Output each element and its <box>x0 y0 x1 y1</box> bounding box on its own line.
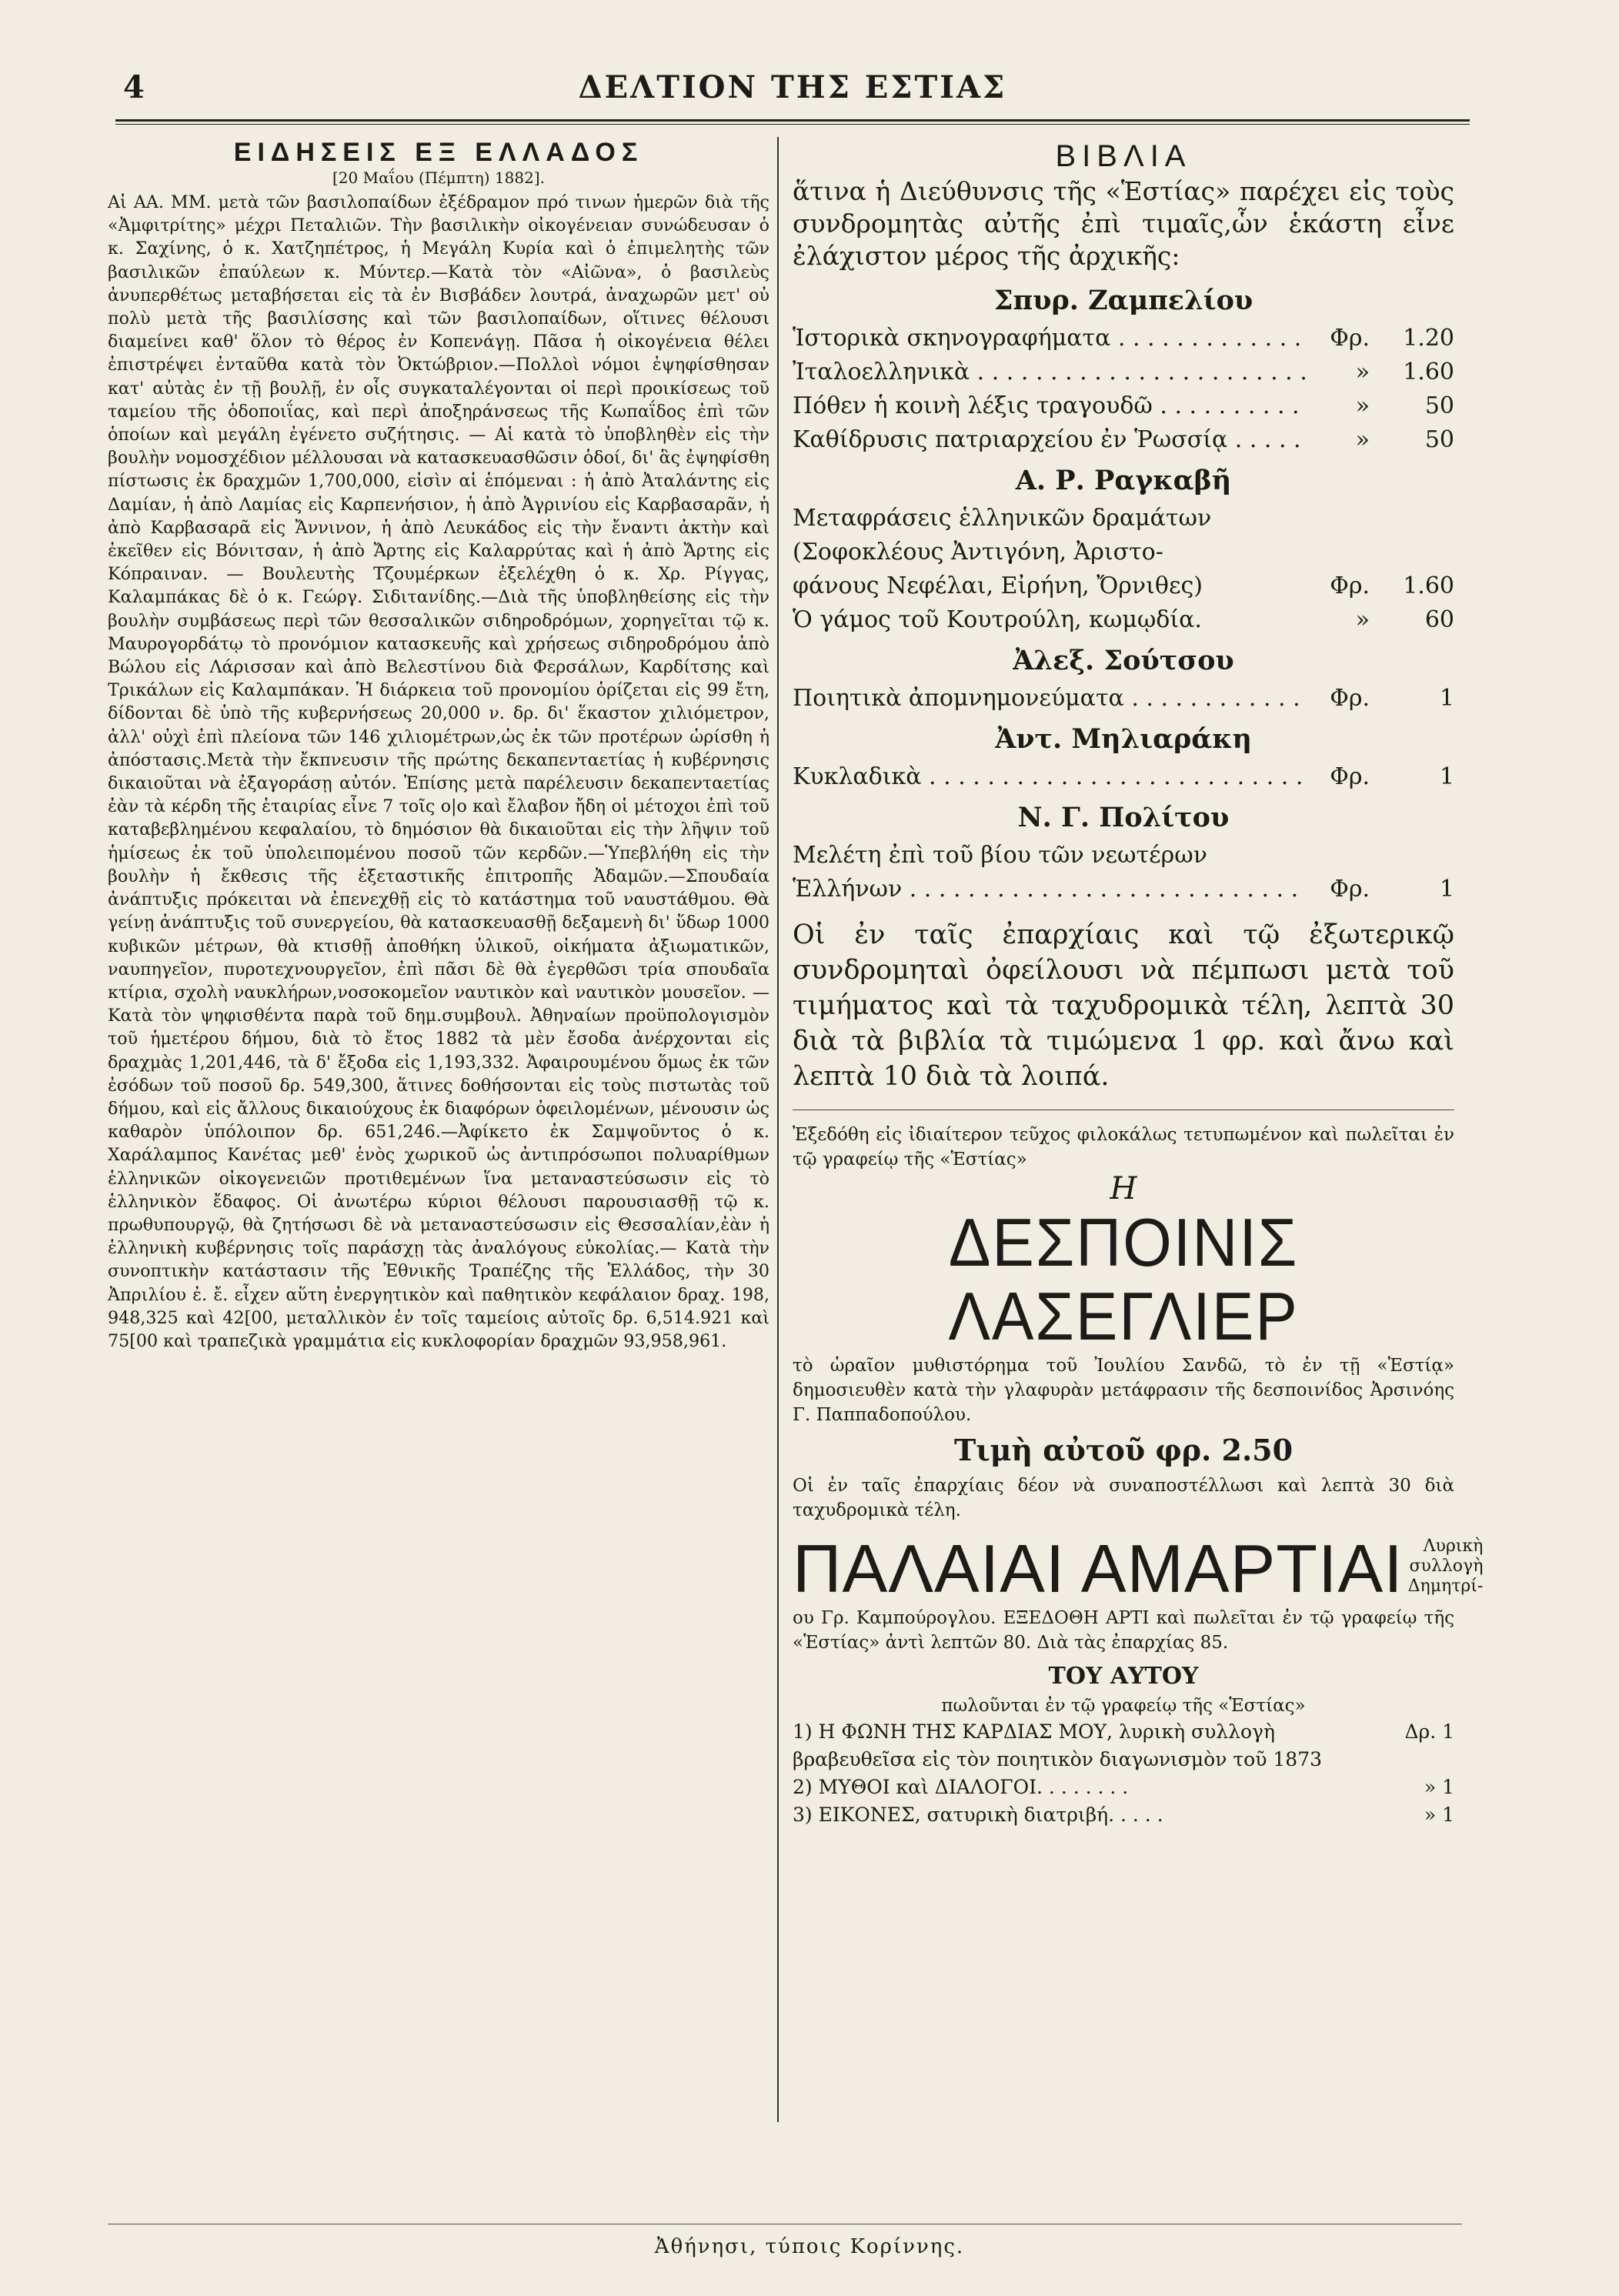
author-heading: Ν. Γ. Πολίτου <box>1017 802 1230 833</box>
ad2-side-line: Λυρικὴ <box>1423 1537 1484 1556</box>
author-heading: Ἀντ. Μηλιαράκη <box>995 723 1252 755</box>
news-column <box>108 137 769 1353</box>
book-row <box>793 603 1454 637</box>
book-title: φάνους Νεφέλαι, Εἰρήνη, Ὄρνιθες) <box>793 572 1203 599</box>
masthead-title: ΔΕΛΤΙΟΝ ΤΗΣ ΕΣΤΙΑΣ <box>578 69 1007 105</box>
author-heading: Α. Ρ. Ραγκαβῆ <box>1015 465 1232 496</box>
book-title: Πόθεν ἡ κοινὴ λέξις τραγουδῶ . . . <box>793 389 1308 423</box>
book-row <box>793 355 1454 389</box>
book-price: 1 <box>1439 685 1454 712</box>
list-item-text: 1) Η ΦΩΝΗ ΤΗΣ ΚΑΡΔΙΑΣ ΜΟΥ, λυρικὴ συλλογὴ βραβευθεῖσα εἰς τὸν ποιητικὸν διαγωνισμὸν τοῦ 1873 <box>793 1720 1323 1770</box>
book-title-line: Μεταφράσεις ἑλληνικῶν δραμάτων <box>793 505 1212 532</box>
ad2-side-text <box>1404 1532 1484 1597</box>
ad2-sold-note: πωλοῦνται ἐν τῷ γραφείῳ τῆς «Ἑστίας» <box>941 1696 1306 1716</box>
book-price: 1.20 <box>1403 325 1454 352</box>
book-title: Κυκλαδικὰ . . . <box>793 760 1308 794</box>
book-price: 1.60 <box>1403 572 1454 599</box>
ad-article: Η <box>1110 1171 1137 1206</box>
book-price: 50 <box>1424 426 1454 453</box>
ad2-side-line: Δημητρί- <box>1407 1577 1484 1596</box>
list-item-price: » 1 <box>1424 1776 1454 1798</box>
page-number: 4 <box>123 69 145 105</box>
books-column <box>793 137 1484 1829</box>
book-title-line: Μελέτη ἐπὶ τοῦ βίου τῶν νεωτέρων <box>793 842 1207 869</box>
ad2-header <box>793 1530 1484 1607</box>
page-header <box>115 69 1470 125</box>
book-title: Ἱστορικὰ σκηνογραφήματα . . . <box>793 322 1308 355</box>
list-item <box>793 1774 1454 1801</box>
book-row <box>793 389 1454 423</box>
book-currency: Φρ. <box>1330 685 1370 712</box>
book-currency: Φρ. <box>1330 572 1370 599</box>
list-item-price: Δρ. 1 <box>1404 1720 1454 1743</box>
ad-postage-note: Οἱ ἐν ταῖς ἐπαρχίαις δέον νὰ συναποστέλλωσι καὶ λεπτὰ 30 διὰ ταχυδρομικὰ τέλη. <box>793 1476 1454 1520</box>
news-body: Αἱ ΑΑ. ΜΜ. μετὰ τῶν βασιλοπαίδων ἐξέδραμον πρό τινων ἡμερῶν διὰ τῆς «Ἀμφιτρίτης» μέχρι Πεταλιῶν. Τὴν βασιλικὴν οἰκογένειαν συνώδευσαν ὁ κ. Σαχίνης, ὁ κ. Χατζηπέτρος, ἡ Μεγάλη Κυρία καὶ ὁ ἐπιμελητὴς τῶν βασιλικῶν ἐπαύλεων κ. Μύντερ.—Κατὰ τὸν «Αἰῶνα», ὁ βασιλεὺς ἀνυπερθέτως μεταβήσεται εἰς τὰ ἐν Βισβάδεν λουτρά, ἀναχωρῶν μετ' οὐ πολὺ μετὰ τῆς βασιλίσσης καὶ τῶν βασιλοπαίδων, οἵτινες θέλουσι διαμείνει καθ' ὅλον τὸ θέρος ἐν Κοπενάγῃ. Πᾶσα ἡ οἰκογένεια θέλει ἐπιστρέψει ἐνταῦθα κατὰ τὸν Ὀκτώβριον.—Πολλοὶ νόμοι ἐψηφίσθησαν κατ' αὐτὰς ἐν τῇ βουλῇ, ἐν οἷς συγκαταλέγονται οἱ περὶ προικίσεως τοῦ ταμείου τῆς ὁδοποιΐας, καὶ περὶ ἀποξηράνσεως τῆς Κωπαΐδος ἐπὶ τῶν ὁποίων καὶ μεγάλη ἐγένετο συζήτησις. — Αἱ κατὰ τὸ ὑποβληθὲν εἰς τὴν βουλὴν νομοσχέδιον μέλλουσαι νὰ κατασκευασθῶσιν ὁδοί, δι' ἃς ἐψηφίσθη πίστωσις ἐκ δραχμῶν 1,700,000, εἰσὶν αἱ ἑπόμεναι : ἡ ἀπὸ Ἀταλάντης εἰς Δαμίαν, ἡ ἀπὸ Λαμίας εἰς Καρπενήσιον, ἡ ἀπὸ Ἀγρινίου εἰς Καρβασαρᾶν, ἡ ἀπὸ Καρβασαρᾶ εἰς Ἄννινον, ἡ ἀπὸ Λευκάδος εἰς τὴν ἔναντι ἀκτὴν καὶ ἐκεῖθεν εἰς Βόνιτσαν, ἡ ἀπὸ Ἄρτης εἰς Καλαρρύτας καὶ ἡ ἀπὸ Ἄρτης εἰς Κόπραιναν. — Βουλευτὴς Τζουμέρκων ἐξελέχθη ὁ κ. Χρ. Ρίγγας, Καλαμπάκας δὲ ὁ κ. Γεώργ. Σιδιτανίδης.—Διὰ τῆς ὑποβληθείσης εἰς τὴν βουλὴν συμβάσεως περὶ τῶν θεσσαλικῶν σιδηροδρόμων, χορηγεῖται τῷ κ. Μαυρογορδάτῳ τὸ προνόμιον κατασκευῆς καὶ χρήσεως σιδηροδρόμου ἀπὸ Βώλου εἰς Λάρισσαν καὶ ἀπὸ Βελεστίνου διὰ Φερσάλων, Καρδίτσης καὶ Τρικάλων εἰς Καλαμπάκαν. Ἡ διάρκεια τοῦ προνομίου ὁρίζεται εἰς 99 ἔτη, δίδονται δὲ ὑπὸ τῆς κυβερνήσεως 20,000 ν. δρ. δι' ἕκαστον χιλιόμετρον, ἀλλ' οὐχὶ ἐπὶ πλείονα τῶν 146 χιλιομέτρων,ὡς ἐκ τῶν προτέρων ὡρίσθη ἡ ἀπόστασις.Μετὰ τὴν ἔκπνευσιν τῆς πρώτης δεκαπενταετίας ἡ κυβέρνησις δικαιοῦται νὰ ἐξαγοράσῃ αὐτόν. Ἐπίσης μετὰ παρέλευσιν δεκαπενταετίας ἐὰν τὰ κέρδη τῆς ἑταιρίας εἶνε 7 τοῖς ο|ο καὶ ἔλαβον ἤδη οἱ μέτοχοι ἐπὶ τοῦ καταβεβλημένου κεφαλαίου, τὸ δημόσιον θὰ δικαιοῦται εἰς τὴν λῆψιν τοῦ ἡμίσεως ἐκ τοῦ ὑπολειπομένου ποσοῦ τῶν κερδῶν.—Ὑπεβλήθη εἰς τὴν βουλὴν ἡ ἔκθεσις τῆς ἐξεταστικῆς ἐπιτροπῆς Ἀδαμῶν.—Σπουδαία ἀνάπτυξις πρόκειται νὰ ἐπενεχθῇ εἰς τὸ κατάστημα τοῦ ναυστάθμου. Θὰ γείνῃ ἀνάπτυξις τοῦ συνεργείου, θὰ κατασκευασθῇ δεξαμενὴ δι' ὕδωρ 1000 κυβικῶν μέτρων, θὰ κτισθῇ ἀποθήκη ὑλικοῦ, οἰκήματα ἀξιωματικῶν, ναυπηγεῖον, πυροτεχνουργεῖον, ἐπὶ πᾶσι δὲ θὰ ἐγερθῶσι τρία σπουδαῖα κτίρια, σχολὴ ναυκλήρων,νοσοκομεῖον ναυτικὸν καὶ ναυτικὸν μουσεῖον. —Κατὰ τὸν ψηφισθέντα παρὰ τοῦ δημ.συμβουλ. Ἀθηναίων προϋπολογισμὸν τοῦ ἡμετέρου δήμου, διὰ τὸ ἔτος 1882 τὰ μὲν ἔσοδα ἀνέρχονται εἰς δραχμὰς 1,201,446, τὰ δ' ἔξοδα εἰς 1,193,332. Ἀφαιρουμένου ὅμως ἐκ τῶν ἐσόδων τοῦ ποσοῦ δρ. 549,300, ἅτινες δοθήσονται εἰς τοὺς πιστωτὰς τοῦ δήμου, καὶ εἰς ἄλλους δικαιούχους ἐκ διαφόρων ὀφειλομένων, μένουσιν ὡς καθαρὸν ὑπόλοιπον δρ. 651,246.—Ἀφίκετο ἐκ Σαμψοῦντος ὁ κ. Χαράλαμπος Κανέτας μεθ' ἑνὸς χωρικοῦ ὡς ἀντιπρόσωποι πολυαρίθμων ἑλληνικῶν οἰκογενειῶν προτιθεμένων ἵνα μεταναστεύσωσιν εἰς τὸ ἑλληνικὸν ἔδαφος. Οἱ ἀνωτέρω κύριοι θέλουσι παρουσιασθῇ τῷ κ. πρωθυπουργῷ, θὰ ζητήσωσι δὲ νὰ μεταναστεύσωσιν εἰς Θεσσαλίαν,ἐὰν ἡ ἑλληνικὴ κυβέρνησις τοῖς παράσχῃ τὰς ἀναλόγους εὐκολίας.— Κατὰ τὴν συνοπτικὴν κατάστασιν τῆς Ἐθνικῆς Τραπέζης τῆς Ἑλλάδος, τὴν 30 Ἀπριλίου ἐ. ἔ. εἶχεν αὕτη ἐνεργητικὸν καὶ παθητικὸν κεφάλαιον δραχ. 198, 948,325 καὶ 42[00, μεταλλικὸν ἐν τοῖς ταμείοις αὐτοῖς δρ. 6,514.921 καὶ 75[00 καὶ τραπεζικὰ γραμμάτια εἰς κυκλοφορίαν δραχμῶν 93,958,961. <box>108 192 769 1351</box>
book-price: 1 <box>1439 763 1454 790</box>
book-title: Ὁ γάμος τοῦ Κουτρούλη, κωμῳδία. <box>793 606 1202 633</box>
printer-footer: Ἀθήνησι, τύποις Κορίννης. <box>654 2235 965 2258</box>
book-row <box>793 423 1454 457</box>
book-price: 1.60 <box>1403 359 1454 385</box>
book-title: Ἰταλοελληνικὰ . . . <box>793 355 1308 389</box>
author-heading: Σπυρ. Ζαμπελίου <box>993 285 1253 316</box>
news-date: [20 Μαΐου (Πέμπτη) 1882]. <box>332 169 545 187</box>
list-item <box>793 1718 1454 1774</box>
book-price: 60 <box>1424 606 1454 633</box>
news-title: ΕΙΔΗΣΕΙΣ ΕΞ ΕΛΛΑΔΟΣ <box>233 138 644 167</box>
list-item <box>793 1801 1454 1829</box>
book-row <box>793 760 1454 794</box>
books-intro: ἅτινα ἡ Διεύθυνσις τῆς «Ἑστίας» παρέχει εἰς τοὺς συνδρομητὰς αὐτῆς ἐπὶ τιμαῖς,ὧν ἑκάστη εἶνε ἐλάχιστον μέρος τῆς ἀρχικῆς: <box>793 176 1454 271</box>
ad2-author-heading: ΤΟΥ ΑΥΤΟΥ <box>1048 1663 1199 1690</box>
book-title-line: (Σοφοκλέους Ἀντιγόνη, Ἀριστο- <box>793 539 1163 566</box>
book-row <box>793 569 1454 603</box>
book-price: 50 <box>1424 392 1454 419</box>
subscriber-notice: Οἱ ἐν ταῖς ἐπαρχίαις καὶ τῷ ἐξωτερικῷ συνδρομηταὶ ὀφείλουσι νὰ πέμπωσι μετὰ τοῦ τιμήματος καὶ τὰ ταχυδρομικὰ τέλη, λεπτὰ 30 διὰ τὰ βιβλία τὰ τιμώμενα 1 φρ. καὶ ἄνω καὶ λεπτὰ 10 διὰ τὰ λοιπά. <box>793 919 1454 1092</box>
book-currency: » <box>1355 606 1370 633</box>
ad-intro: Ἐξεδόθη εἰς ἰδιαίτερον τεῦχος φιλοκάλως τετυπωμένον καὶ πωλεῖται ἐν τῷ γραφείῳ τῆς «Ἑστίας» <box>793 1125 1454 1170</box>
ad-description: τὸ ὡραῖον μυθιστόρημα τοῦ Ἰουλίου Σανδῶ, τὸ ἐν τῇ «Ἑστίᾳ» δημοσιευθὲν κατὰ τὴν γλαφυρὰν μετάφρασιν τῆς δεσποινίδος Ἀρσινόης Γ. Παππαδοπούλου. <box>793 1356 1454 1425</box>
column-rule <box>777 137 779 2122</box>
book-currency: Φρ. <box>1330 876 1370 903</box>
book-title: Ποιητικὰ ἀπομνημονεύματα . . . <box>793 682 1308 716</box>
book-row <box>793 682 1454 716</box>
author-heading: Ἀλεξ. Σούτσου <box>1013 645 1234 676</box>
book-row <box>793 322 1454 355</box>
book-title: Ἑλλήνων . . . <box>793 873 1308 906</box>
ad-price: Τιμὴ αὐτοῦ φρ. 2.50 <box>953 1433 1294 1467</box>
list-item-text: 3) ΕΙΚΟΝΕΣ, σατυρικὴ διατριβή. . . . . <box>793 1804 1163 1826</box>
ad-title: ΔΕΣΠΟΙΝΙΣ ΛΑΣΕΓΛΙΕΡ <box>948 1204 1299 1354</box>
ad2-side-line: συλλογὴ <box>1409 1557 1484 1576</box>
list-item-price: » 1 <box>1424 1804 1454 1826</box>
book-currency: » <box>1355 426 1370 453</box>
books-title: ΒΙΒΛΙΑ <box>1055 139 1192 173</box>
ad2-title: ΠΑΛΑΙΑΙ ΑΜΑΡΤΙΑΙ <box>793 1530 1404 1607</box>
book-currency: » <box>1355 359 1370 385</box>
book-price: 1 <box>1439 876 1454 903</box>
list-item-text: 2) ΜΥΘΟΙ καὶ ΔΙΑΛΟΓΟΙ. . . . . . . . <box>793 1776 1129 1798</box>
book-currency: » <box>1355 392 1370 419</box>
book-currency: Φρ. <box>1330 325 1370 352</box>
header-rule <box>115 119 1470 125</box>
ad2-description: ου Γρ. Καμπούρογλου. ΕΞΕΔΟΘΗ ΑΡΤΙ καὶ πωλεῖται ἐν τῷ γραφείῳ τῆς «Ἑστίας» ἀντὶ λεπτῶν 80. Διὰ τὰς ἐπαρχίας 85. <box>793 1608 1454 1653</box>
book-row <box>793 873 1454 906</box>
book-title: Καθίδρυσις πατριαρχείου ἐν Ῥωσσίᾳ . . . <box>793 423 1308 457</box>
book-currency: Φρ. <box>1330 763 1370 790</box>
